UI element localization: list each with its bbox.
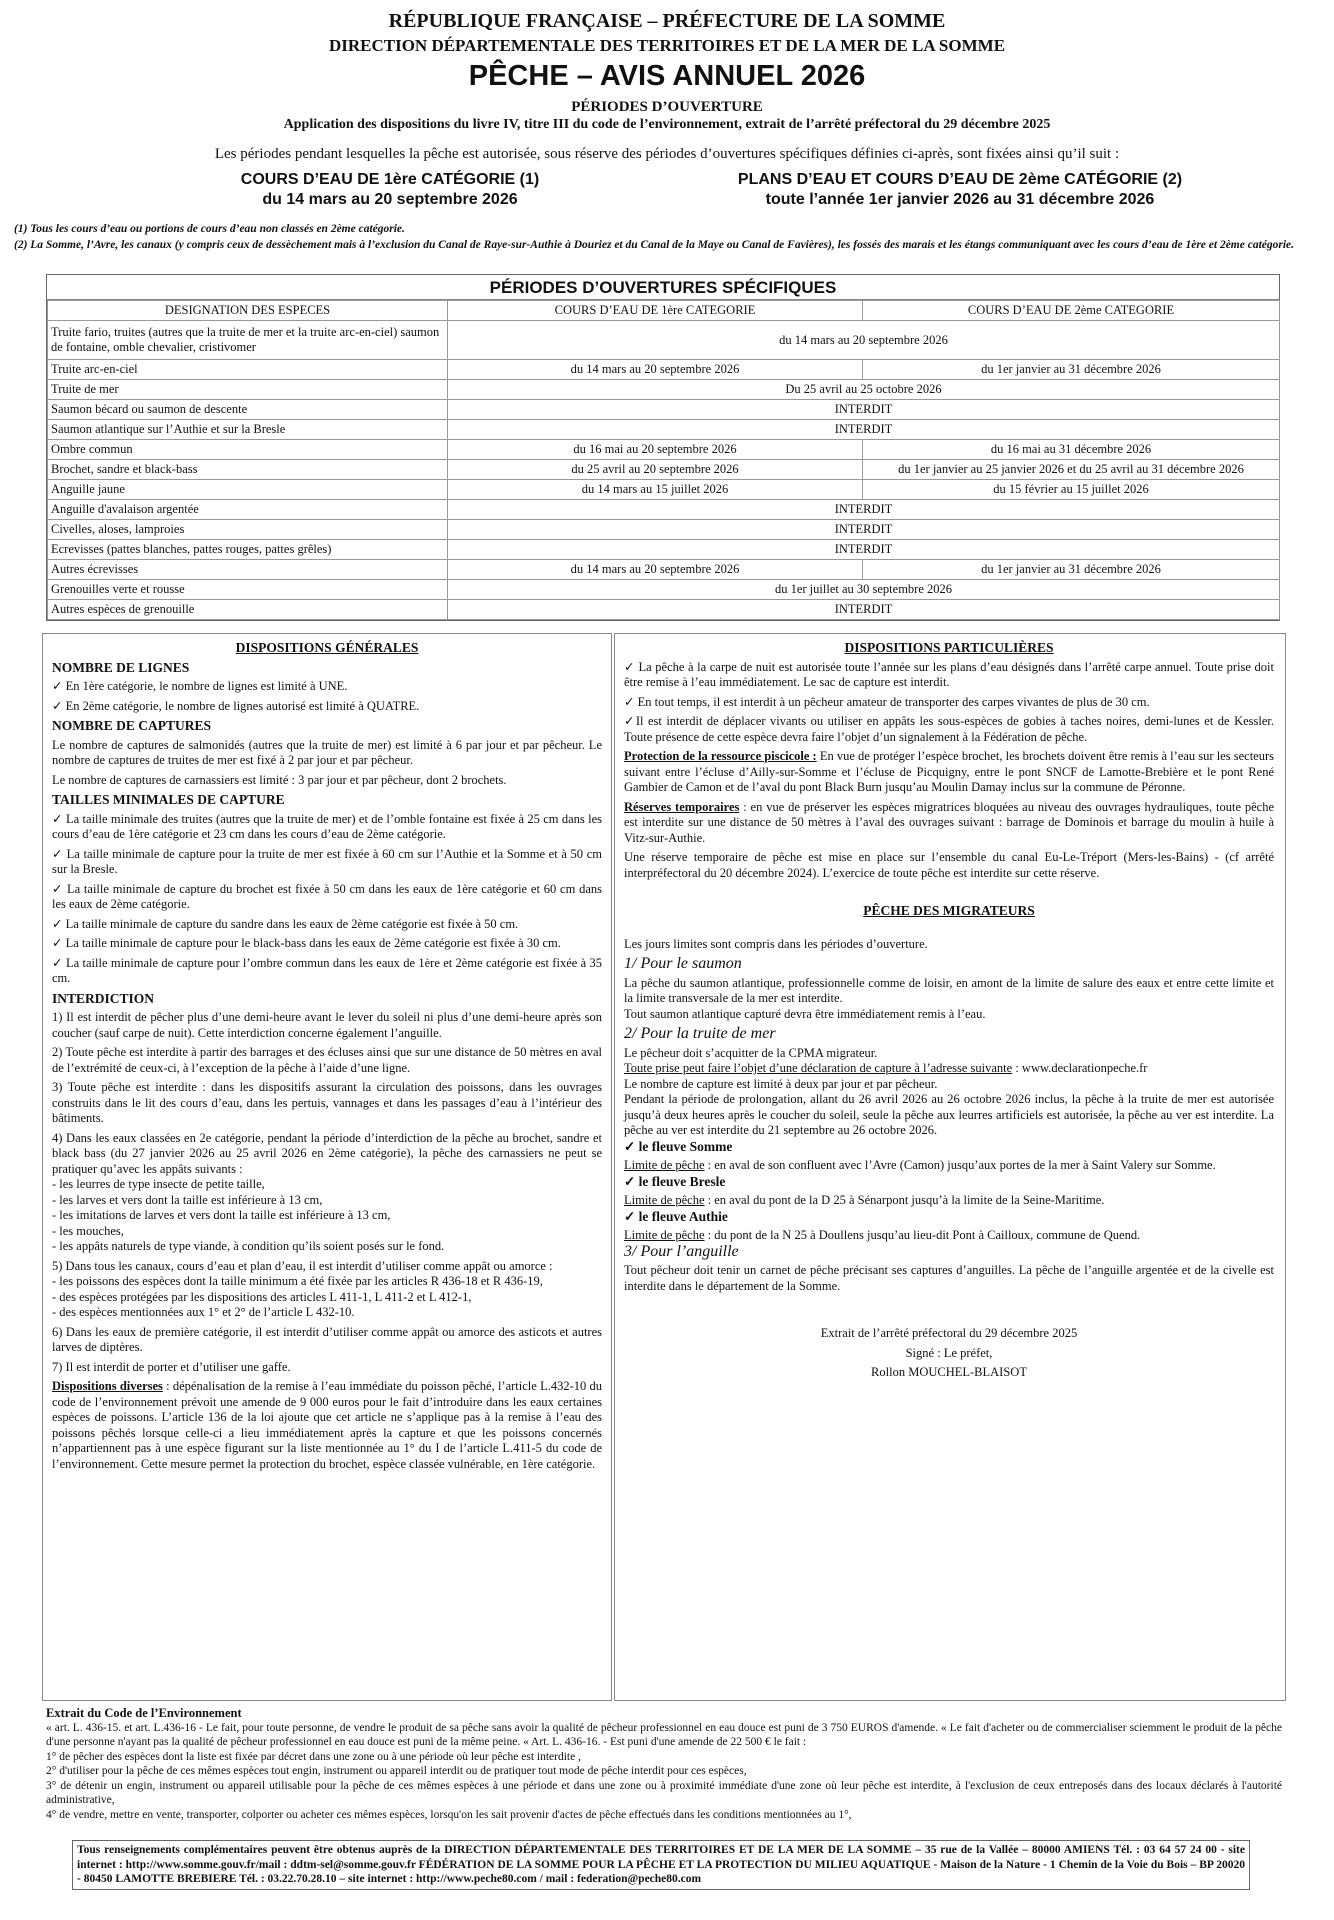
- period-both-categories: INTERDIT: [448, 420, 1280, 440]
- list-item: - les appâts naturels de type viande, à condition qu’ils soient posés sur le fond.: [52, 1239, 445, 1253]
- paragraph: ✓Il est interdit de déplacer vivants ou utiliser en appâts les sous-espèces de gobies à taches noires, demi-lunes et de Kessler. Toute présence de cette espèce devra faire l’objet d’un signalement à la Fédération de pêche.: [624, 714, 1274, 744]
- footnote-2: (2) La Somme, l’Avre, les canaux (y compris ceux de dessèchement mais à l’exclusion du Canal de Raye-sur-Authie à Douriez et du Canal de la Maye ou Canal de Favières), les fossés des marais et les étangs communiquant avec les cours d’eau de 1ère et 2ème catégorie.: [14, 239, 1295, 251]
- paragraph: 4) Dans les eaux classées en 2e catégorie, pendant la période d’interdiction de la pêche au brochet, sandre et black bass (du 27 janvier 2026 au 25 avril 2026 en 2ème catégorie), la pêche des carnassiers ne peut se pratiquer qu’avec les appâts suivants :: [52, 1130, 602, 1176]
- species-name: Autres espèces de grenouille: [48, 600, 448, 620]
- paragraph: Les jours limites sont compris dans les périodes d’ouverture.: [624, 936, 928, 951]
- period-category-2: du 1er janvier au 25 janvier 2026 et du 25 avril au 31 décembre 2026: [863, 460, 1280, 480]
- limit-text: : du pont de la N 25 à Doullens jusqu’au lieu-dit Pont à Cailloux, commune de Quend.: [704, 1228, 1141, 1242]
- paragraph: Tout pêcheur doit tenir un carnet de pêche précisant ses captures d’anguilles. La pêche de l’anguille argentée et de la civelle est interdite dans le département de la Somme.: [624, 1263, 1274, 1293]
- table-row: [48, 600, 1280, 620]
- page-subtitle: PÉRIODES D’OUVERTURE: [571, 99, 763, 115]
- signature-extract: Extrait de l’arrêté préfectoral du 29 décembre 2025: [820, 1326, 1078, 1340]
- category-1-block: [110, 170, 670, 210]
- extract-paragraph: 2° d'utiliser pour la pêche de ces mêmes espèces tout engin, instrument ou appareil interdit ou de pratiquer tout mode de pêche interdit pour ces espèces,: [46, 1765, 747, 1777]
- list-item: - les mouches,: [52, 1223, 124, 1238]
- paragraph: 3) Toute pêche est interdite : dans les dispositifs assurant la circulation des poissons, dans les ouvrages construits dans le lit des cours d’eau, dans les pertuis, vannages et dans les passages d’eau à l’intérieur des bâtiments.: [52, 1080, 602, 1125]
- period-category-1: du 25 avril au 20 septembre 2026: [448, 460, 863, 480]
- table-row: [48, 440, 1280, 460]
- protection-text: En vue de protéger l’espèce brochet, les brochets doivent être remis à l’eau sur les secteurs suivant entre l’écluse d’Ailly-sur-Somme et l’écluse de Picquigny, entre le pont SNCF de Lamotte-Brebière et le pont René Gambier de Camon et de l’aval du pont Black Burn jusqu’au Moulin Damay inclus sur la commune de Péronne.: [624, 749, 1274, 794]
- subheading: NOMBRE DE CAPTURES: [52, 718, 212, 733]
- paragraph: Le pêcheur doit s’acquitter de la CPMA migrateur.: [624, 1045, 878, 1060]
- species-name: Autres écrevisses: [48, 560, 448, 580]
- paragraph: La pêche du saumon atlantique, professionnelle comme de loisir, en amont de la limite de salure des eaux et entre cette limite et la limite transversale de la mer est interdite.: [624, 975, 1274, 1005]
- river-heading: ✓ le fleuve Bresle: [624, 1173, 726, 1189]
- table-row: [48, 360, 1280, 380]
- page-title: PÊCHE – AVIS ANNUEL 2026: [468, 60, 866, 92]
- truite-mer-title: 2/ Pour la truite de mer: [624, 1025, 776, 1042]
- paragraph: 5) Dans tous les canaux, cours d’eau et plan d’eau, il est interdit d’utiliser comme appât ou amorce :: [52, 1258, 553, 1273]
- header-direction: DIRECTION DÉPARTEMENTALE DES TERRITOIRES ET DE LA MER DE LA SOMME: [328, 36, 1006, 55]
- subheading: INTERDICTION: [52, 990, 155, 1006]
- table-row: [48, 460, 1280, 480]
- paragraph: ✓ En tout temps, il est interdit à un pêcheur amateur de transporter des carpes vivantes de plus de 30 cm.: [624, 694, 1150, 709]
- paragraph: ✓ La taille minimale des truites (autres que la truite de mer) et de l’omble fontaine est fixée à 25 cm dans les cours d’eau de 1ère catégorie et 23 cm dans les cours d’eau de 2ème catégorie.: [52, 811, 602, 841]
- period-category-1: du 16 mai au 20 septembre 2026: [448, 440, 863, 460]
- period-both-categories: INTERDIT: [448, 540, 1280, 560]
- paragraph: 1) Il est interdit de pêcher plus d’une demi-heure avant le lever du soleil ni plus d’une demi-heure après son coucher (sauf carpe de nuit). Cette interdiction concerne également l’anguille.: [52, 1010, 602, 1040]
- species-name: Civelles, aloses, lamproies: [48, 520, 448, 540]
- periods-table: [47, 300, 1280, 620]
- section-title: DISPOSITIONS GÉNÉRALES: [235, 640, 419, 655]
- signature-name: Rollon MOUCHEL-BLAISOT: [871, 1365, 1027, 1379]
- list-item: - des espèces mentionnées aux 1° et 2° de l’article L 432-10.: [52, 1305, 355, 1319]
- species-name: Anguille jaune: [48, 480, 448, 500]
- species-name: Saumon bécard ou saumon de descente: [48, 400, 448, 420]
- particular-dispositions: [624, 640, 1274, 1385]
- footnote-1: (1) Tous les cours d’eau ou portions de cours d’eau non classés en 2ème catégorie.: [14, 223, 405, 235]
- application-note: Application des dispositions du livre IV, titre III du code de l’environnement, extrait de l’arrêté préfectoral du 29 décembre 2025: [283, 117, 1051, 132]
- subheading: NOMBRE DE LIGNES: [52, 659, 190, 675]
- list-item: - les imitations de larves et vers dont la taille est inférieure à 13 cm,: [52, 1208, 391, 1222]
- list-item: - les larves et vers dont la taille est inférieure à 13 cm,: [52, 1192, 323, 1207]
- table-row: [48, 400, 1280, 420]
- paragraph: 6) Dans les eaux de première catégorie, il est interdit d’utiliser comme appât ou amorce des asticots et autres larves de diptères.: [52, 1324, 602, 1354]
- species-name: Truite arc-en-ciel: [48, 360, 448, 380]
- species-name: Saumon atlantique sur l’Authie et sur la Bresle: [48, 420, 448, 440]
- contact-footer: Tous renseignements complémentaires peuvent être obtenus auprès de la DIRECTION DÉPARTEMENTALE DES TERRITOIRES ET DE LA MER DE LA SOMME – 35 rue de la Vallée – 80000 AMIENS Tél. : 03 64 57 24 00 - site internet : http://www.somme.gouv.fr/mail : ddtm-sel@somme.gouv.fr FÉDÉRATION DE LA SOMME POUR LA PÊCHE ET LA PROTECTION DU MILIEU AQUATIQUE - Maison de la Nature - 1 Chemin de la Voie du Bois – BP 20020 - 80450 LAMOTTE BREBIERE Tél. : 03.22.70.28.10 – site internet : http://www.peche80.com / mail : federation@peche80.com: [72, 1840, 1250, 1890]
- declaration-label: Toute prise peut faire l’objet d’une déclaration de capture à l’adresse suivante: [624, 1061, 1013, 1075]
- species-name: Brochet, sandre et black-bass: [48, 460, 448, 480]
- table-row: [48, 500, 1280, 520]
- paragraph: ✓ La taille minimale de capture du brochet est fixée à 50 cm dans les eaux de 1ère catégorie et 60 cm dans les eaux de 2ème catégorie.: [52, 881, 602, 911]
- paragraph: ✓ La taille minimale de capture pour la truite de mer est fixée à 60 cm sur l’Authie et la Somme et à 50 cm sur la Bresle.: [52, 846, 602, 876]
- specific-periods-table: [46, 274, 1280, 621]
- river-limit: [624, 1158, 1274, 1174]
- paragraph: Le nombre de captures de carnassiers est limité : 3 par jour et par pêcheur, dont 2 brochets.: [52, 772, 507, 787]
- reserves-label: Réserves temporaires: [624, 799, 740, 814]
- table-row: [48, 540, 1280, 560]
- saumon-title: 1/ Pour le saumon: [624, 955, 742, 972]
- limit-label: Limite de pêche: [624, 1158, 705, 1172]
- period-both-categories: INTERDIT: [448, 600, 1280, 620]
- river-heading: ✓ le fleuve Authie: [624, 1208, 728, 1224]
- limit-label: Limite de pêche: [624, 1193, 705, 1207]
- paragraph: ✓ En 2ème catégorie, le nombre de lignes autorisé est limité à QUATRE.: [52, 698, 420, 713]
- period-both-categories: INTERDIT: [448, 520, 1280, 540]
- list-item: - des espèces protégées par les dispositions des articles L 411-1, L 411-2 et L 412-1,: [52, 1289, 472, 1304]
- paragraph: Tout saumon atlantique capturé devra être immédiatement remis à l’eau.: [624, 1006, 986, 1021]
- paragraph: Une réserve temporaire de pêche est mise en place sur l’ensemble du canal Eu-Le-Tréport (Mers-les-Bains) - (cf arrêté interpréfectoral du 20 décembre 2024). L’exercice de toute pêche est interdite sur cette réserve.: [624, 850, 1274, 880]
- category-2-period: toute l’année 1er janvier 2026 au 31 décembre 2026: [765, 191, 1155, 208]
- paragraph: ✓ En 1ère catégorie, le nombre de lignes est limité à UNE.: [52, 679, 348, 693]
- category-2-block: [680, 170, 1240, 210]
- paragraph: ✓ La taille minimale de capture pour l’ombre commun dans les eaux de 1ère et 2ème catégorie est fixée à 35 cm.: [52, 955, 602, 985]
- river-heading: ✓ le fleuve Somme: [624, 1138, 733, 1154]
- diverses-label: Dispositions diverses: [52, 1379, 163, 1393]
- paragraph: ✓ La pêche à la carpe de nuit est autorisée toute l’année sur les plans d’eau désignés dans l’arrêté carpe annuel. Toute prise doit être remise à l’eau immédiatement. Le sac de capture est interdit.: [624, 659, 1274, 689]
- section-title: DISPOSITIONS PARTICULIÈRES: [844, 640, 1054, 655]
- header-species: DESIGNATION DES ESPECES: [48, 301, 448, 321]
- protection-label: Protection de la ressource piscicole :: [624, 749, 817, 763]
- table-row: [48, 380, 1280, 400]
- code-environnement-extract: [46, 1706, 1282, 1822]
- species-name: Anguille d'avalaison argentée: [48, 500, 448, 520]
- subheading: TAILLES MINIMALES DE CAPTURE: [52, 792, 285, 807]
- period-category-1: du 14 mars au 20 septembre 2026: [448, 360, 863, 380]
- period-category-2: du 1er janvier au 31 décembre 2026: [863, 360, 1280, 380]
- table-title: PÉRIODES D’OUVERTURES SPÉCIFIQUES: [47, 275, 1279, 300]
- intro-text: Les périodes pendant lesquelles la pêche est autorisée, sous réserve des périodes d’ouvertures spécifiques définies ci-après, sont fixées ainsi qu’il suit :: [214, 146, 1120, 162]
- period-category-2: du 16 mai au 31 décembre 2026: [863, 440, 1280, 460]
- extract-title: Extrait du Code de l’Environnement: [46, 1706, 242, 1720]
- paragraph: 7) Il est interdit de porter et d’utiliser une gaffe.: [52, 1359, 291, 1374]
- table-header-row: [48, 301, 1280, 321]
- table-row: [48, 560, 1280, 580]
- period-both-categories: du 1er juillet au 30 septembre 2026: [448, 580, 1280, 600]
- table-row: [48, 520, 1280, 540]
- period-both-categories: INTERDIT: [448, 500, 1280, 520]
- extract-paragraph: 3° de détenir un engin, instrument ou appareil utilisable pour la pêche de ces mêmes espèces à une période et dans une zone ou à proximité immédiate d'une zone où leur pêche est interdite, à l'exclusion de ceux entreposés dans des locaux déclarés à l'autorité administrative,: [46, 1779, 1282, 1806]
- extract-paragraph: 4° de vendre, mettre en vente, transporter, colporter ou acheter ces mêmes espèces, lorsqu'on les sait provenir d'actes de pêche effectués dans les conditions mentionnées au 1°,: [46, 1808, 852, 1821]
- river-limit: [624, 1193, 1274, 1209]
- list-item: - les leurres de type insecte de petite taille,: [52, 1177, 265, 1191]
- extract-paragraph: « art. L. 436-15. et art. L.436-16 - Le fait, pour toute personne, de vendre le produit de sa pêche sans avoir la qualité de pêcheur professionnel en eau douce est puni de 3 750 EUROS d'amende. « Le fait d'acheter ou de commercialiser sciemment le produit de la pêche d'une personne n'ayant pas la qualité de pêcheur professionnel en eau douce est puni de la même peine. « Art. L. 436-16. - Est puni d'une amende de 22 500 € le fait :: [46, 1721, 1282, 1748]
- period-both-categories: du 14 mars au 20 septembre 2026: [448, 321, 1280, 360]
- period-both-categories: Du 25 avril au 25 octobre 2026: [448, 380, 1280, 400]
- header-republique: RÉPUBLIQUE FRANÇAISE – PRÉFECTURE DE LA SOMME: [388, 10, 946, 32]
- period-category-1: du 14 mars au 15 juillet 2026: [448, 480, 863, 500]
- species-name: Grenouilles verte et rousse: [48, 580, 448, 600]
- header-cat1: COURS D’EAU DE 1ère CATEGORIE: [448, 301, 863, 321]
- declaration-paragraph: [624, 1061, 1274, 1077]
- period-category-2: du 15 février au 15 juillet 2026: [863, 480, 1280, 500]
- period-category-1: du 14 mars au 20 septembre 2026: [448, 560, 863, 580]
- migrateurs-title: PÊCHE DES MIGRATEURS: [863, 903, 1035, 918]
- category-1-title: COURS D’EAU DE 1ère CATÉGORIE (1): [240, 171, 540, 188]
- period-category-2: du 1er janvier au 31 décembre 2026: [863, 560, 1280, 580]
- diverses-paragraph: [52, 1379, 602, 1472]
- reserves-paragraph: [624, 800, 1274, 847]
- general-dispositions: [52, 640, 602, 1476]
- header-cat2: COURS D’EAU DE 2ème CATEGORIE: [863, 301, 1280, 321]
- list-item: - les poissons des espèces dont la taille minimum a été fixée par les articles R 436-18 et R 436-19,: [52, 1274, 543, 1288]
- table-row: [48, 480, 1280, 500]
- table-row: [48, 321, 1280, 360]
- protection-paragraph: [624, 749, 1274, 796]
- species-name: Ombre commun: [48, 440, 448, 460]
- limit-label: Limite de pêche: [624, 1228, 705, 1242]
- diverses-text: : dépénalisation de la remise à l’eau immédiate du poisson pêché, l’article L.432-10 du code de l’environnement prévoit une amende de 9 000 euros pour le fait d’introduire dans les eaux certaines espèces de poissons. L’article 136 de la loi ajoute que cet article ne s’applique pas à la remise à l’eau des poissons pêchés lorsque celle-ci a lieu immédiatement après la capture et que les poissons concernés n’appartiennent pas à une espèce figurant sur la liste mentionnée au 1° du I de l’article L.411-5 du code de l’environnement. Cette mesure permet la protection du brochet, espèce classée vulnérable, en 1ère catégorie.: [52, 1379, 602, 1471]
- category-2-title: PLANS D’EAU ET COURS D’EAU DE 2ème CATÉGORIE (2): [737, 171, 1183, 188]
- table-row: [48, 580, 1280, 600]
- limit-text: : en aval du pont de la D 25 à Sénarpont jusqu’à la limite de la Seine-Maritime.: [704, 1193, 1105, 1207]
- paragraph: ✓ La taille minimale de capture du sandre dans les eaux de 2ème catégorie est fixée à 50 cm.: [52, 916, 519, 931]
- paragraph: Le nombre de captures de salmonidés (autres que la truite de mer) est limité à 6 par jour et par pêcheur. Le nombre de captures de truites de mer est fixé à 2 par jour et par pêcheur.: [52, 737, 602, 767]
- river-limit: [624, 1228, 1274, 1244]
- species-name: Truite de mer: [48, 380, 448, 400]
- species-name: Truite fario, truites (autres que la truite de mer et la truite arc-en-ciel) saumon de fontaine, omble chevalier, cristivomer: [48, 321, 448, 360]
- category-1-period: du 14 mars au 20 septembre 2026: [262, 191, 518, 208]
- paragraph: 2) Toute pêche est interdite à partir des barrages et des écluses ainsi que sur une distance de 50 mètres en aval de l’extrémité de ceux-ci, à l’exception de la pêche à l’aide d’une ligne.: [52, 1045, 602, 1075]
- table-row: [48, 420, 1280, 440]
- species-name: Ecrevisses (pattes blanches, pattes rouges, pattes grêles): [48, 540, 448, 560]
- anguille-title: 3/ Pour l’anguille: [624, 1242, 739, 1260]
- paragraph: Pendant la période de prolongation, allant du 26 avril 2026 au 26 octobre 2026 inclus, la pêche à la truite de mer est autorisée jusqu’à deux heures après le coucher du soleil, seule la pêche aux leurres artificiels est autorisée, la pêche au ver est interdite. La pêche au ver est interdite du 21 septembre au 26 octobre 2026.: [624, 1092, 1274, 1137]
- period-both-categories: INTERDIT: [448, 400, 1280, 420]
- limit-text: : en aval de son confluent avec l’Avre (Camon) jusqu’aux portes de la mer à Saint Valery sur Somme.: [704, 1158, 1216, 1172]
- reserves-text: : en vue de préserver les espèces migratrices bloquées au niveau des ouvrages hydrauliques, toute pêche est interdite sur une distance de 50 mètres à l’aval des ouvrages suivant : barrage de Dominois et barrage du moulin à huile à Vitz-sur-Authie.: [624, 799, 1274, 845]
- extract-paragraph: 1° de pêcher des espèces dont la liste est fixée par décret dans une zone ou à une période où leur pêche est interdite ,: [46, 1750, 581, 1763]
- paragraph: Le nombre de capture est limité à deux par jour et par pêcheur.: [624, 1076, 938, 1091]
- declaration-link[interactable]: : www.declarationpeche.fr: [1012, 1061, 1148, 1075]
- signature-signed: Signé : Le préfet,: [905, 1345, 993, 1360]
- paragraph: ✓ La taille minimale de capture pour le black-bass dans les eaux de 2ème catégorie est fixée à 30 cm.: [52, 936, 561, 950]
